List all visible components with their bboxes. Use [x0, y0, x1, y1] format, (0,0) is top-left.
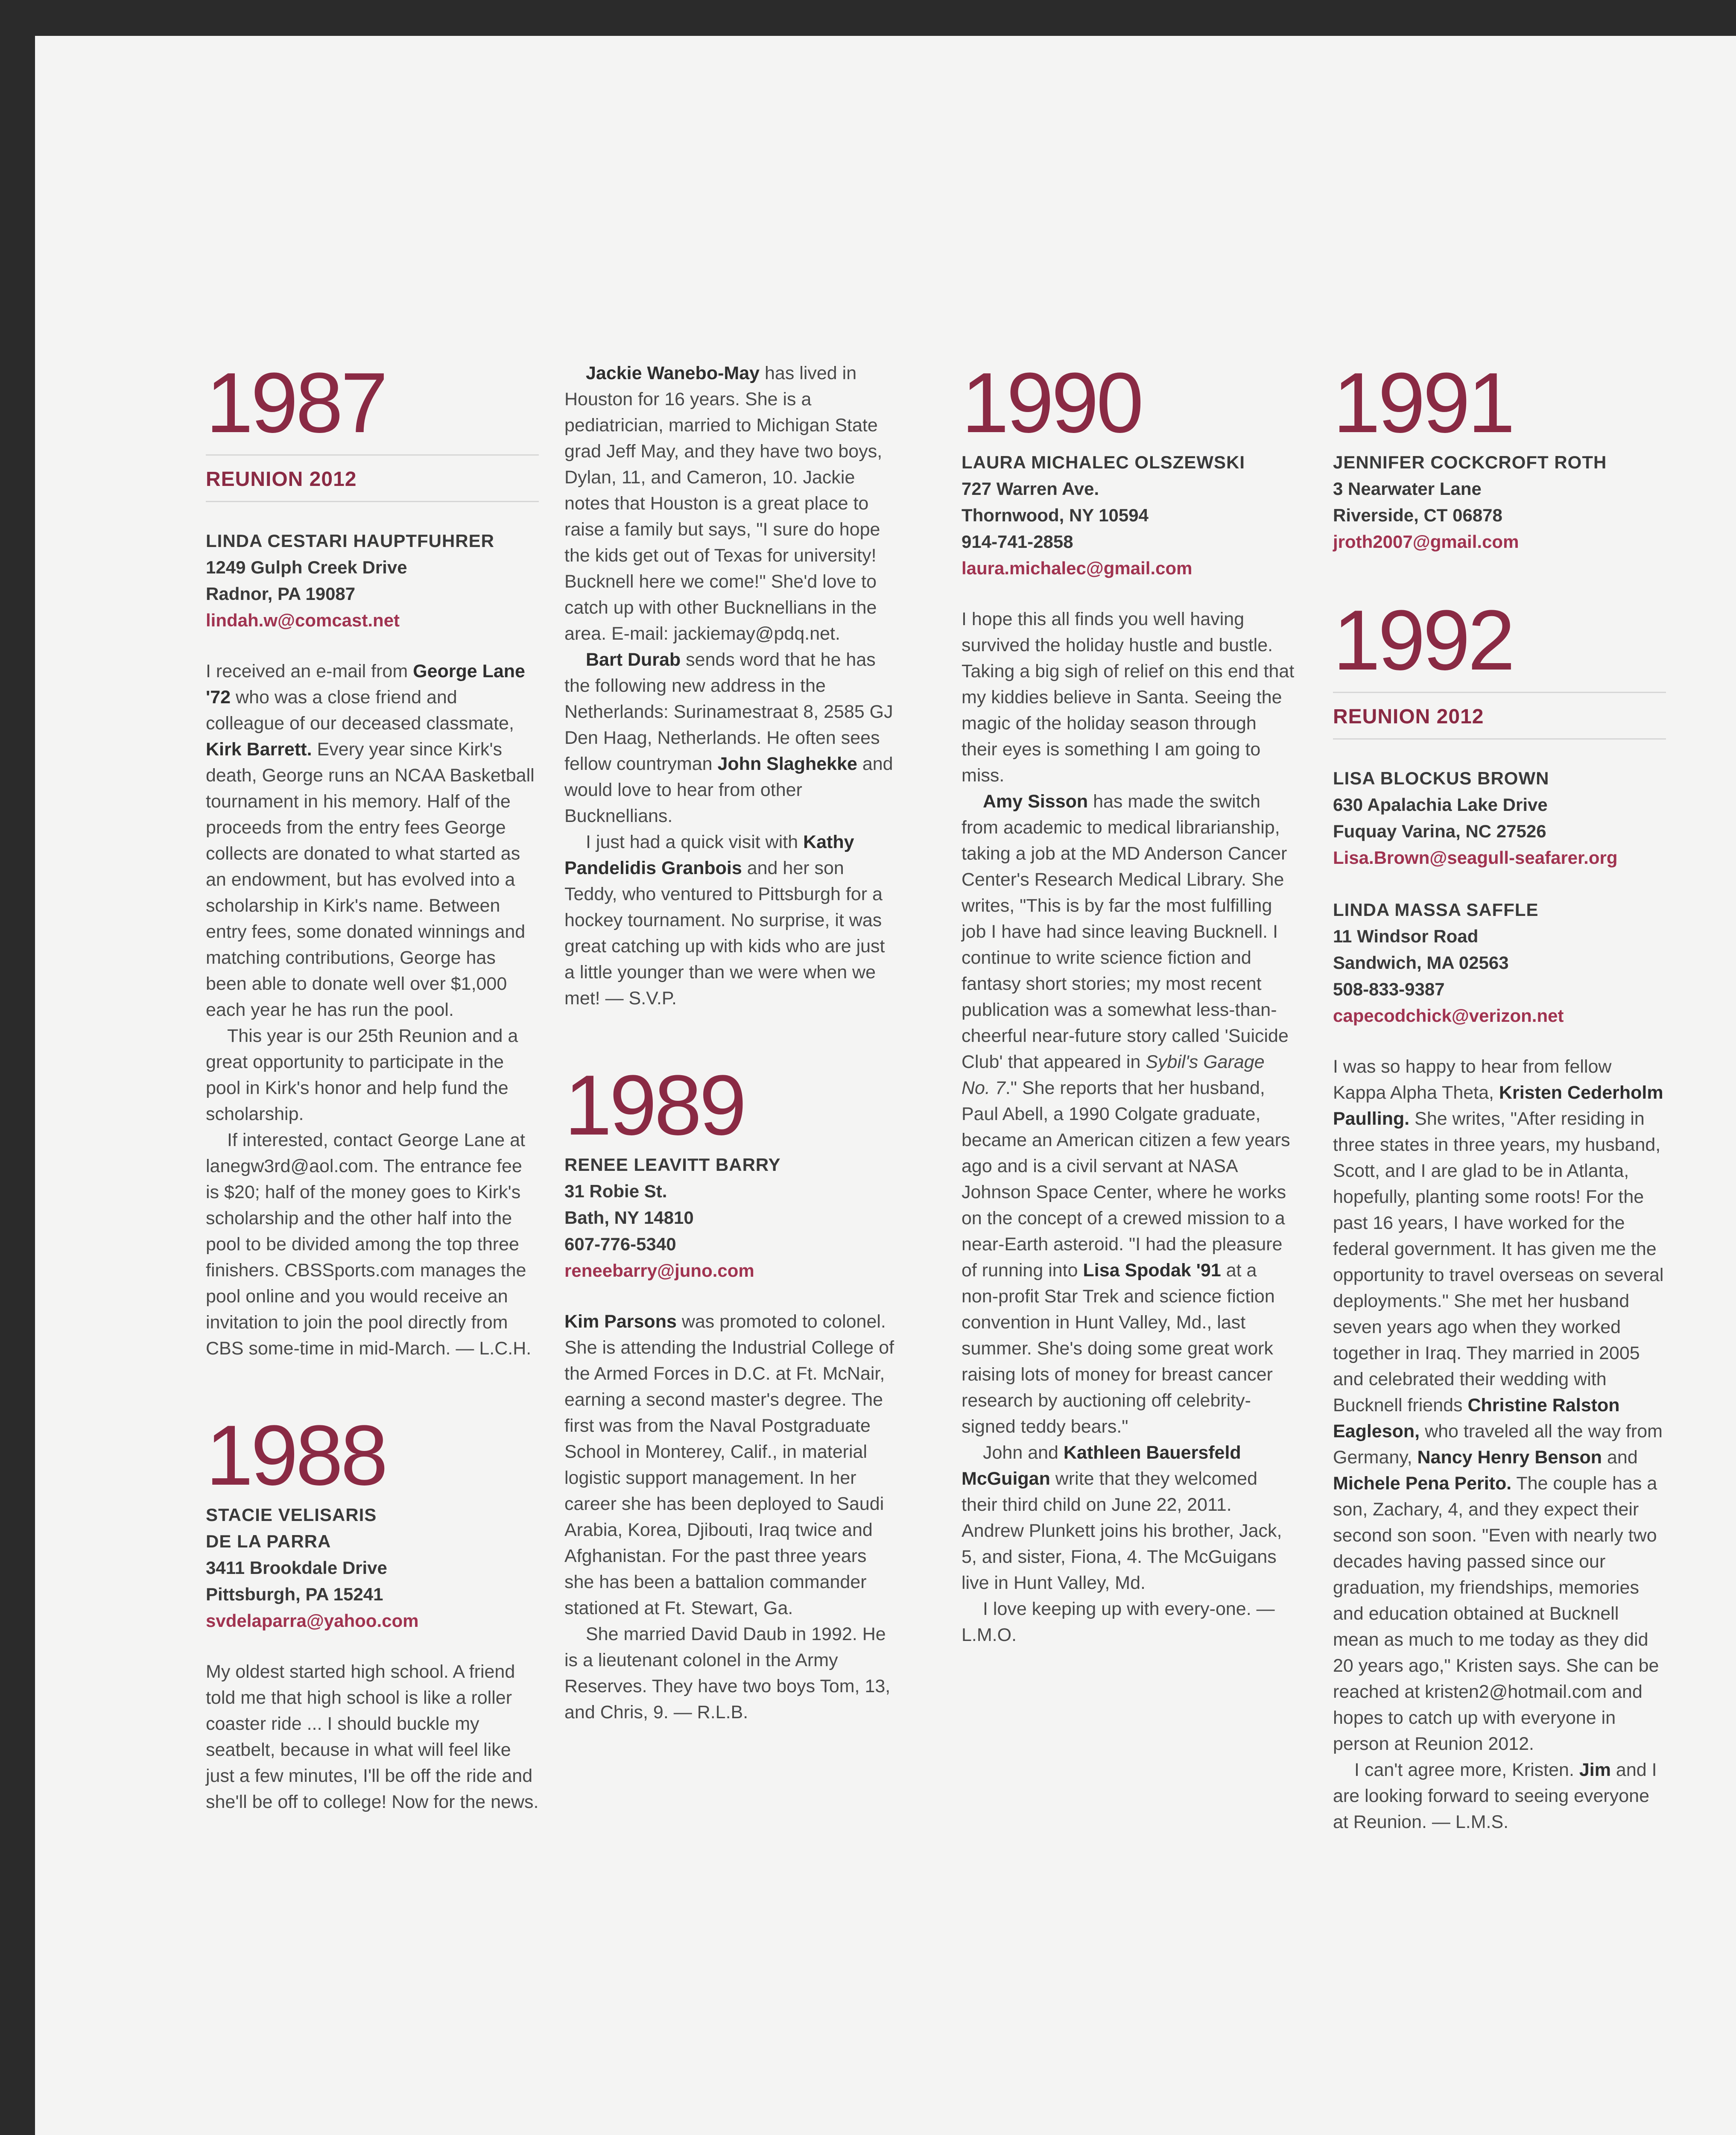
year-heading-1990: 1990 [962, 355, 1141, 450]
paragraph: Bart Durab sends word that he has the following new address in the Netherlands: Surinamestraat 8, 2585 GJ Den Haag, Netherlands. He often sees fellow countryman John Slaghekke and would love to hear from other Bucknellians. [564, 649, 893, 826]
class-secretary-contact [206, 1502, 539, 1634]
email-link[interactable]: lindah.w@comcast.net [206, 610, 400, 630]
reunion-banner [1333, 692, 1666, 740]
class-1989 [564, 1058, 897, 1726]
city-state-zip: Fuquay Varina, NC 27526 [1333, 821, 1546, 841]
year-heading-1989: 1989 [564, 1058, 744, 1153]
column-3 [962, 355, 1295, 1699]
year-heading-1987: 1987 [206, 355, 386, 450]
secretary-name: LAURA MICHALEC OLSZEWSKI [962, 452, 1245, 472]
street-address: 630 Apalachia Lake Drive [1333, 795, 1548, 815]
column-2 [564, 360, 897, 1777]
secretary-name: JENNIFER COCKCROFT ROTH [1333, 452, 1607, 472]
city-state-zip: Riverside, CT 06878 [1333, 505, 1502, 525]
secretary-name: LINDA CESTARI HAUPTFUHRER [206, 531, 494, 551]
street-address: 1249 Gulph Creek Drive [206, 557, 407, 577]
person-name: Kathleen Bauersfeld McGuigan [962, 1442, 1241, 1489]
class-1990 [962, 355, 1295, 1648]
person-name: Kathy Pandelidis Granbois [564, 832, 854, 878]
email-link[interactable]: jroth2007@gmail.com [1333, 532, 1519, 552]
class-notes-body [1333, 1054, 1666, 1835]
city-state-zip: Thornwood, NY 10594 [962, 505, 1149, 525]
paragraph: I hope this all finds you well having survived the holiday hustle and bustle. Taking a big sigh of relief on this end that my kiddies believe in Santa. Seeing the magic of the holiday season through their eyes is something I am going to miss. [962, 609, 1295, 786]
secretary-name-cont: DE LA PARRA [206, 1531, 331, 1551]
paragraph: If interested, contact George Lane at lanegw3rd@aol.com. The entrance fee is $20; half of the money goes to Kirk's scholarship and the other half into the pool to be divided among the top three finishers. CBSSports.com manages the pool online and you would receive an invitation to join the pool directly from CBS some-time in mid-March. — L.C.H. [206, 1130, 532, 1359]
paragraph: She married David Daub in 1992. He is a lieutenant colonel in the Army Reserves. They have two boys Tom, 13, and Chris, 9. — R.L.B. [564, 1624, 891, 1723]
year-heading-1988: 1988 [206, 1408, 386, 1503]
city-state-zip: Radnor, PA 19087 [206, 584, 356, 604]
class-secretary-contact [1333, 765, 1666, 871]
email-link[interactable]: Lisa.Brown@seagull-seafarer.org [1333, 848, 1618, 868]
person-name: Christine Ralston Eagleson, [1333, 1395, 1620, 1442]
paragraph: I received an e-mail from George Lane '72 who was a close friend and colleague of our deceased classmate, Kirk Barrett. Every year since Kirk's death, George runs an NCAA Basketball tournament in his memory. Half of the proceeds from the entry fees George collects are donated to what started as an endowment, but has evolved into a scholarship in Kirk's name. Between entry fees, some donated winnings and matching contributions, George has been able to donate well over $1,000 each year he has run the pool. [206, 661, 535, 1020]
paragraph: John and Kathleen Bauersfeld McGuigan write that they welcomed their third child on June 22, 2011. Andrew Plunkett joins his brother, Jack, 5, and sister, Fiona, 4. The McGuigans live in Hunt Valley, Md. [962, 1442, 1282, 1593]
email-link[interactable]: svdelaparra@yahoo.com [206, 1611, 419, 1631]
street-address: 727 Warren Ave. [962, 479, 1099, 499]
secretary-name: RENEE LEAVITT BARRY [564, 1155, 781, 1175]
class-1991 [1333, 355, 1666, 555]
paragraph: Kim Parsons was promoted to colonel. She is attending the Industrial College of the Armed Forces in D.C. at Ft. McNair, earning a second master's degree. The first was from the Naval Postgraduate School in Monterey, Calif., in material logistic support management. In her career she has been deployed to Saudi Arabia, Korea, Djibouti, Iraq twice and Afghanistan. For the past three years she has been a battalion commander stationed at Ft. Stewart, Ga. [564, 1311, 894, 1618]
paragraph: I was so happy to hear from fellow Kappa Alpha Theta, Kristen Cederholm Paulling. She writes, "After residing in three states in three years, my husband, Scott, and I are glad to be in Atlanta, hopefully, planting some roots! For the past 16 years, I have worked for the federal government. It has given me the opportunity to travel overseas on several deployments." She met her husband seven years ago when they worked together in Iraq. They married in 2005 and celebrated their wedding with Bucknell friends Christine Ralston Eagleson, who traveled all the way from Germany, Nancy Henry Benson and Michele Pena Perito. The couple has a son, Zachary, 4, and they expect their second son soon. "Even with nearly two decades having passed since our graduation, my friendships, memories and education obtained at Bucknell mean as much to me today as they did 20 years ago," Kristen says. She can be reached at kristen2@hotmail.com and hopes to catch up with everyone in person at Reunion 2012. [1333, 1056, 1664, 1754]
street-address: 3 Nearwater Lane [1333, 479, 1482, 499]
phone-number: 914-741-2858 [962, 532, 1073, 552]
street-address: 31 Robie St. [564, 1181, 667, 1201]
class-secretary-contact [962, 449, 1295, 582]
street-address: 11 Windsor Road [1333, 926, 1479, 946]
person-name: Jackie Wanebo-May [586, 363, 760, 383]
person-name: Amy Sisson [983, 791, 1088, 812]
magazine-page [35, 36, 1736, 2135]
secretary-name: STACIE VELISARIS [206, 1505, 377, 1525]
column-4 [1333, 355, 1666, 1886]
class-1988 [206, 1408, 539, 1815]
class-notes-body [564, 360, 897, 1012]
paragraph: This year is our 25th Reunion and a great opportunity to participate in the pool in Kirk's honor and help fund the scholarship. [206, 1026, 518, 1124]
reunion-banner [206, 454, 539, 502]
city-state-zip: Pittsburgh, PA 15241 [206, 1584, 383, 1604]
paragraph: I love keeping up with every-one. — L.M.O. [962, 1599, 1275, 1645]
secretary-name: LISA BLOCKUS BROWN [1333, 768, 1549, 788]
person-name: Kirk Barrett. [206, 739, 312, 760]
paragraph: Amy Sisson has made the switch from academic to medical librarianship, taking a job at the MD Anderson Cancer Center's Research Medical Library. She writes, "This is by far the most fulfilling job I have had since leaving Bucknell. I continue to write science fiction and fantasy short stories; my most recent publication was a somewhat less-than-cheerful near-future story called 'Suicide Club' that appeared in Sybil's Garage No. 7." She reports that her husband, Paul Abell, a 1990 Colgate graduate, became an American citizen a few years ago and is a civil servant at NASA Johnson Space Center, where he works on the concept of a crewed mission to a near-Earth asteroid. "I had the pleasure of running into Lisa Spodak '91 at a non-profit Star Trek and science fiction convention in Hunt Valley, Md., last summer. She's doing some great work raising lots of money for breast cancer research by auctioning off celebrity-signed teddy bears." [962, 791, 1290, 1437]
class-secretary-contact [1333, 449, 1666, 555]
city-state-zip: Bath, NY 14810 [564, 1208, 694, 1228]
column-1 [206, 355, 539, 1866]
phone-number: 607-776-5340 [564, 1234, 676, 1254]
paragraph: My oldest started high school. A friend told me that high school is like a roller coaster ride ... I should buckle my seatbelt, because in what will feel like just a few minutes, I'll be off the ride and she'll be off to college! Now for the news. [206, 1661, 539, 1812]
paragraph: I just had a quick visit with Kathy Pandelidis Granbois and her son Teddy, who ventured to Pittsburgh for a hockey tournament. No surprise, it was great catching up with kids who are just a little younger than we were when we met! — S.V.P. [564, 832, 885, 1009]
email-link[interactable]: laura.michalec@gmail.com [962, 558, 1192, 578]
class-1992 [1333, 593, 1666, 1835]
class-notes-body [962, 606, 1295, 1648]
year-heading-1992: 1992 [1333, 593, 1513, 688]
secretary-name: LINDA MASSA SAFFLE [1333, 900, 1539, 920]
paragraph: I can't agree more, Kristen. Jim and I are looking forward to seeing everyone at Reunion. — L.M.S. [1333, 1760, 1657, 1832]
person-name: Jim [1579, 1760, 1611, 1780]
person-name: Nancy Henry Benson [1417, 1447, 1602, 1468]
person-name: John Slaghekke [717, 754, 857, 774]
email-link[interactable]: reneebarry@juno.com [564, 1261, 754, 1281]
class-secretary-contact-2 [1333, 897, 1666, 1029]
city-state-zip: Sandwich, MA 02563 [1333, 953, 1509, 973]
person-name: Kristen Cederholm Paulling. [1333, 1082, 1663, 1129]
person-name: Lisa Spodak '91 [1083, 1260, 1221, 1281]
class-secretary-contact [206, 528, 539, 634]
class-1987-continued [564, 360, 897, 1012]
reunion-label: REUNION 2012 [1333, 705, 1484, 728]
person-name: George Lane '72 [206, 661, 525, 708]
email-link[interactable]: capecodchick@verizon.net [1333, 1006, 1564, 1026]
class-notes-body [206, 1659, 539, 1815]
class-notes-body [564, 1309, 897, 1726]
class-secretary-contact [564, 1152, 897, 1284]
year-heading-1991: 1991 [1333, 355, 1513, 450]
paragraph: Jackie Wanebo-May has lived in Houston for 16 years. She is a pediatrician, married to Michigan State grad Jeff May, and they have two boys, Dylan, 11, and Cameron, 10. Jackie notes that Houston is a great place to raise a family but says, "I sure do hope the kids get out of Texas for university! Bucknell here we come!" She'd love to catch up with other Bucknellians in the area. E-mail: jackiemay@pdq.net. [564, 363, 883, 644]
class-1987 [206, 355, 539, 1362]
person-name: Bart Durab [586, 649, 681, 670]
person-name: Kim Parsons [564, 1311, 677, 1332]
person-name: Michele Pena Perito. [1333, 1473, 1512, 1494]
phone-number: 508-833-9387 [1333, 979, 1445, 999]
publication-title: Sybil's Garage No. 7 [962, 1052, 1265, 1098]
class-notes-body [206, 658, 539, 1362]
street-address: 3411 Brookdale Drive [206, 1558, 387, 1578]
reunion-label: REUNION 2012 [206, 468, 357, 491]
